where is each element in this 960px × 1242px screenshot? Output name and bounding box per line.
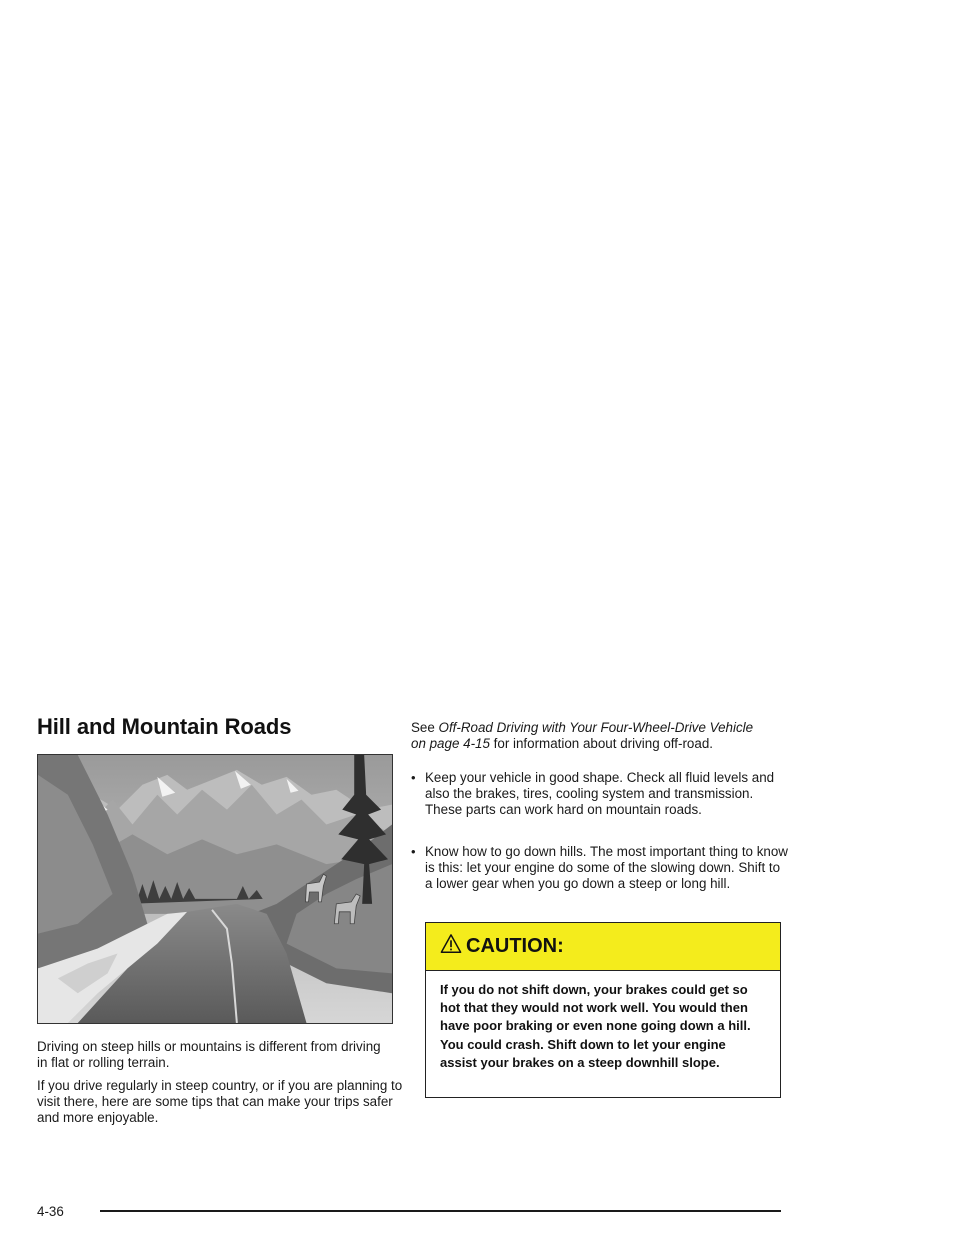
- page-number: 4-36: [37, 1204, 64, 1219]
- bullet-text: Keep your vehicle in good shape. Check all fluid levels and also the brakes, tires, cooling system and transmission. These parts can work hard on mountain roads.: [425, 770, 775, 817]
- tips-list-1: [411, 770, 791, 818]
- tips-list-2: [411, 844, 791, 892]
- offroad-cross-reference-link[interactable]: Off-Road Driving with Your Four-Wheel-Drive Vehicle on page 4-15: [411, 720, 754, 751]
- bullet-icon: •: [411, 844, 416, 859]
- see-reference-paragraph: [411, 720, 771, 752]
- list-item: [411, 844, 791, 892]
- intro-paragraph: Driving on steep hills or mountains is different from driving in flat or rolling terrain.: [37, 1039, 381, 1070]
- mountain-road-image: [38, 755, 392, 1023]
- caution-header: [426, 923, 780, 971]
- tips-intro-paragraph: If you drive regularly in steep country, or if you are planning to visit there, here are some tips that can make your trips safer and more enjoyable.: [37, 1078, 403, 1125]
- bullet-icon: •: [411, 770, 416, 785]
- caution-text: If you do not shift down, your brakes could get so hot that they would not work well. You would then have poor braking or even none going down a hill. You could crash. Shift down to let your engine assist your brakes on a steep downhill slope.: [440, 982, 751, 1070]
- caution-box: [425, 922, 781, 1098]
- warning-triangle-icon: [440, 933, 462, 955]
- list-item: [411, 770, 791, 818]
- footer-divider: [100, 1210, 781, 1212]
- see-prefix: See: [411, 720, 439, 735]
- see-suffix: for information about driving off-road.: [489, 736, 713, 751]
- section-title: Hill and Mountain Roads: [37, 714, 292, 739]
- bullet-text: Know how to go down hills. The most important thing to know is this: let your engine do some of the slowing down. Shift to a lower gear when you go down a steep or long hill.: [425, 844, 788, 891]
- caution-title: CAUTION:: [466, 935, 564, 957]
- mountain-road-illustration: [37, 754, 393, 1024]
